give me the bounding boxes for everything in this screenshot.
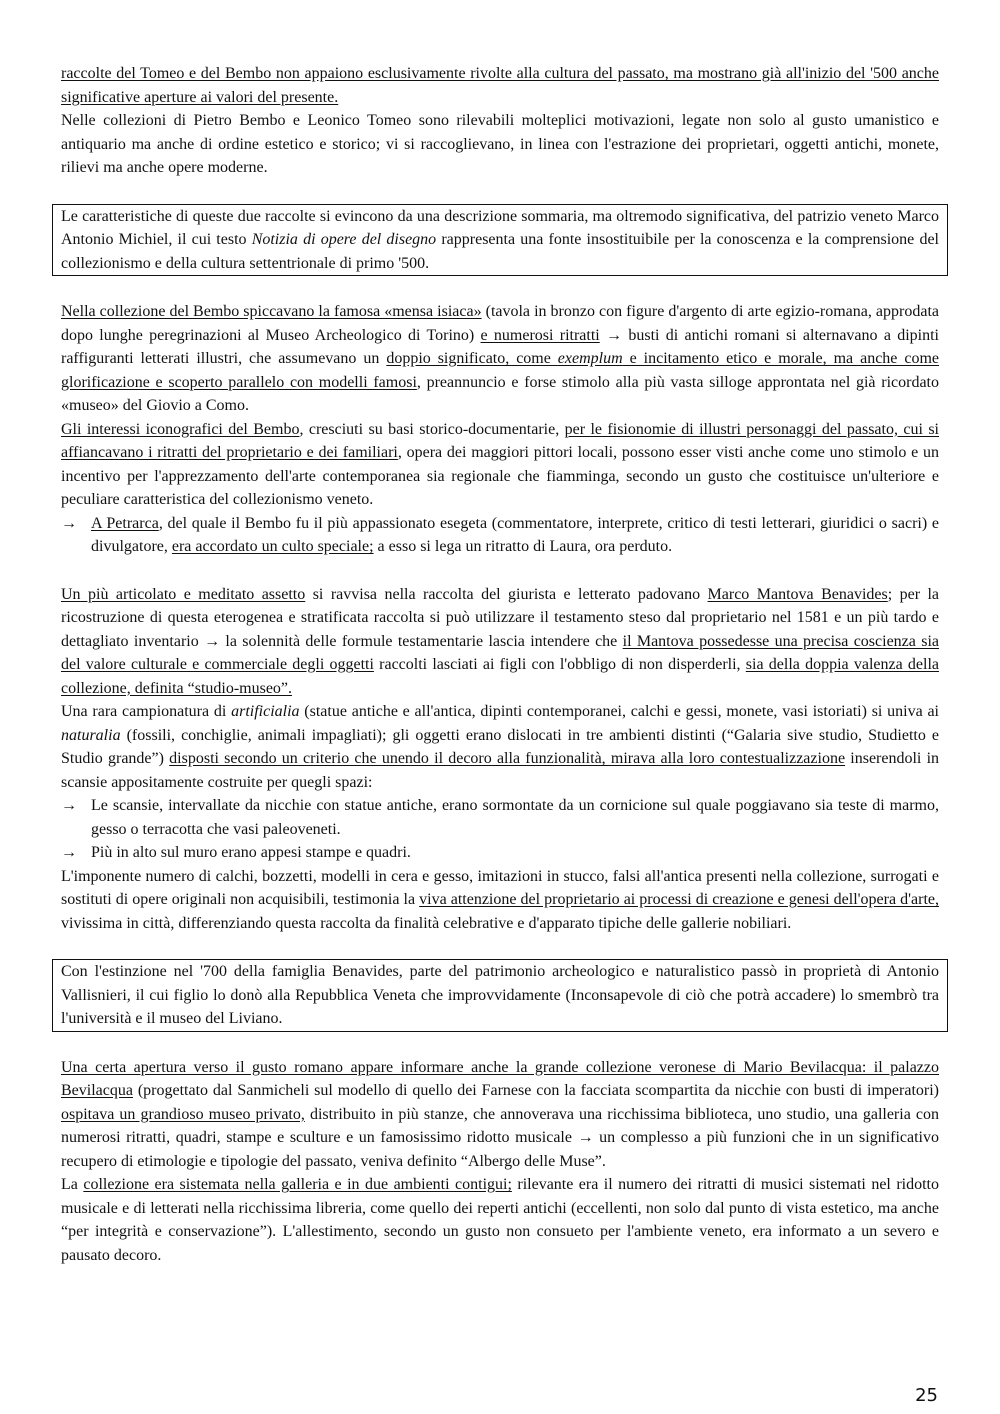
text: vivissima in città, differenziando questa raccolta da finalità celebrative e d'apparato tipiche delle gallerie nobiliari.: [61, 914, 792, 932]
underlined-text: doppio significato, come: [386, 350, 558, 367]
underlined-text: e incitamento etico e morale, ma anche come glorificazione e scoperto parallelo con modelli famosi: [61, 350, 940, 391]
text: , opera dei maggiori pittori locali, possono esser visti anche come uno stimolo e un incentivo per l'apprezzamento dell'arte contemporanea sia regionale che fiamminga, secondo un gusto che costituisce un'ulteriore e peculiare caratteristica del collezionismo veneto.: [61, 444, 939, 508]
italic-text: exemplum: [557, 350, 623, 367]
text: La: [61, 1176, 84, 1193]
italic-text: artificialia: [231, 703, 300, 720]
text: (fossili, conchiglie, animali impagliati); gli oggetti erano dislocati in tre ambienti distinti (“Galaria sive studio, Studietto e Studio grande”): [61, 726, 939, 767]
bullet-text: Le scansie, intervallate da nicchie con statue antiche, erano sormontate da un cornicione sul quale poggiavano sia teste di marmo, gesso o terracotta che vasi paleoveneti.: [91, 797, 939, 838]
underlined-text: A Petrarca: [91, 514, 159, 532]
underlined-text: e numerosi ritratti: [480, 326, 600, 344]
text: raccolti lasciati ai figli con l'obbligo di non disperderli,: [373, 656, 746, 673]
paragraph-calchi: [61, 865, 939, 936]
paragraph-iconografici: [61, 418, 939, 512]
text: , del quale il Bembo fu il più appassionato esegeta (commentatore, interprete, critico di testi letterari, giuridici o sacri) e divulgatore,: [91, 514, 940, 555]
underlined-text: il Mantova possedesse una precisa coscienza sia del valore culturale e commerciale degli oggetti: [61, 632, 939, 673]
text: rilevante era il numero dei ritratti di musici sistemati nel ridotto musicale e di letterati nella ricchissima libreria, come quello dei reperti antichi (eccellenti, non solo dal punto di vista estetico, ma anche “per integrità e conservazione”). L'allestimento, secondo un gusto non consueto per l'ambiente veneto, era informato a un severo e pausato decoro.: [61, 1176, 940, 1264]
text: , preannuncio e forse stimolo alla più vasta silloge approntata nel già ricordato «museo» del Giovio a Como.: [61, 373, 939, 414]
underlined-text: raccolte del Tomeo e del Bembo non appaiono esclusivamente rivolte alla cultura del passato, ma mostrano già all'inizio del '500 anche significative aperture ai valori del presente.: [61, 65, 939, 106]
paragraph-bevilacqua: [61, 1056, 939, 1174]
text: (progettato dal Sanmicheli sul modello di quello dei Farnese con la facciata scompartita da nicchie con busti di imperatori): [132, 1082, 939, 1099]
bullet-scansie: [61, 794, 939, 841]
bullet-petrarca: [61, 512, 939, 559]
text: Con l'estinzione nel '700 della famiglia Benavides, parte del patrimonio archeologico e naturalistico passò in proprietà di Antonio Vallisnieri, il cui figlio lo donò alla Repubblica Veneta che improvvidamente (Inconsapevole di ciò che potrà accadere) lo smembrò tra l'università e il museo del Liviano.: [61, 963, 939, 1027]
bullet-stampe: [61, 841, 939, 865]
text: Le caratteristiche di queste due raccolte si evincono da una descrizione sommaria, ma oltremodo significativa, del patrizio veneto Marco Antonio Michiel, il cui testo: [61, 207, 939, 248]
underlined-text: ospitava un grandioso museo privato,: [61, 1105, 305, 1123]
text: rappresenta una fonte insostituibile per la conoscenza e la comprensione del collezionismo e della cultura settentrionale di primo '500.: [61, 231, 939, 272]
arrow-icon: →: [61, 844, 77, 861]
boxed-note-michiel: [52, 204, 948, 277]
paragraph-mantova: [61, 583, 939, 701]
text: L'imponente numero di calchi, bozzetti, modelli in cera e gesso, imitazioni in stucco, falsi all'antica presenti nella collezione, surrogati e sostituti di opere originali non acquisibili, testimonia la: [61, 867, 939, 908]
paragraph-2: [61, 109, 939, 180]
bullet-text: Più in alto sul muro erano appesi stampe e quadri.: [91, 844, 411, 861]
italic-text: naturalia: [61, 726, 121, 744]
underlined-text: viva attenzione del proprietario ai processi di creazione e genesi dell'opera d'arte,: [419, 891, 939, 908]
underlined-text: Marco Mantova Benavides: [707, 585, 888, 603]
underlined-text: Nella collezione del Bembo spiccavano la famosa «mensa isiaca»: [61, 303, 482, 320]
text: (statue antiche e all'antica, dipinti contemporanei, calchi e gessi, monete, vasi istoriati) si univa ai: [299, 703, 940, 720]
underlined-text: era accordato un culto speciale;: [171, 538, 374, 555]
paragraph-1: [61, 62, 939, 109]
text: inserendoli in scansie appositamente costruite per quegli spazi:: [61, 750, 940, 791]
arrow-icon: →: [61, 797, 77, 814]
page-body: [61, 62, 939, 1267]
underlined-text: Gli interessi iconografici del Bembo: [61, 420, 300, 438]
italic-title: Notizia di opere del disegno: [251, 231, 437, 248]
paragraph-galleria: [61, 1173, 939, 1267]
underlined-text: sia della doppia valenza della collezione, definita “studio-museo”.: [61, 656, 940, 697]
underlined-text: Un più articolato e meditato assetto: [61, 585, 306, 603]
text: a esso si lega un ritratto di Laura, ora perduto.: [373, 538, 673, 555]
text: ; per la ricostruzione di questa eterogenea e stratificata raccolta si può utilizzare il testamento steso dal proprietario nel 1581 e un più tardo e dettagliato inventario → la solennità delle formule testamentarie lascia intendere che: [61, 585, 940, 650]
boxed-note-benavides: [52, 959, 948, 1032]
arrow-icon: →: [61, 514, 77, 532]
underlined-text: Una certa apertura verso il gusto romano appare informare anche la grande collezione veronese di Mario Bevilacqua: il palazzo Bevilacqua: [61, 1058, 939, 1099]
text: , cresciuti su basi storico-documentarie,: [299, 420, 565, 438]
text: si ravvisa nella raccolta del giurista e letterato padovano: [305, 585, 708, 603]
text: distribuito in più stanze, che annoverava una ricchissima biblioteca, uno studio, una galleria con numerosi ritratti, quadri, stampe e sculture e un famosissimo ridotto musicale → un complesso a più funzioni che in un significativo recupero di etimologie e tipologie del passato, veniva definito “Albergo delle Muse”.: [61, 1105, 939, 1170]
paragraph-bembo: [61, 300, 939, 418]
text: Nelle collezioni di Pietro Bembo e Leonico Tomeo sono rilevabili molteplici motivazioni, legate non solo al gusto umanistico e antiquario ma anche di ordine estetico e storico; vi si raccoglievano, in linea con l'estrazione dei proprietari, oggetti antichi, monete, rilievi ma anche opere moderne.: [61, 112, 939, 176]
paragraph-artificialia: [61, 700, 939, 794]
page-number: 25: [915, 1385, 938, 1406]
underlined-text: collezione era sistemata nella galleria e in due ambienti contigui;: [83, 1176, 512, 1193]
underlined-text: disposti secondo un criterio che unendo il decoro alla funzionalità, mirava alla loro contestualizzazione: [169, 750, 846, 767]
text: Una rara campionatura di: [61, 703, 232, 720]
text: → busti di antichi romani si alternavano a dipinti raffiguranti letterati illustri, che assumevano un: [61, 326, 940, 367]
text: (tavola in bronzo con figure d'argento di arte egizio-romana, approdata dopo lunghe peregrinazioni al Museo Archeologico di Torino): [61, 303, 940, 344]
underlined-text: per le fisionomie di illustri personaggi del passato, cui si affiancavano i ritratti del proprietario e dei familiari: [61, 420, 939, 461]
